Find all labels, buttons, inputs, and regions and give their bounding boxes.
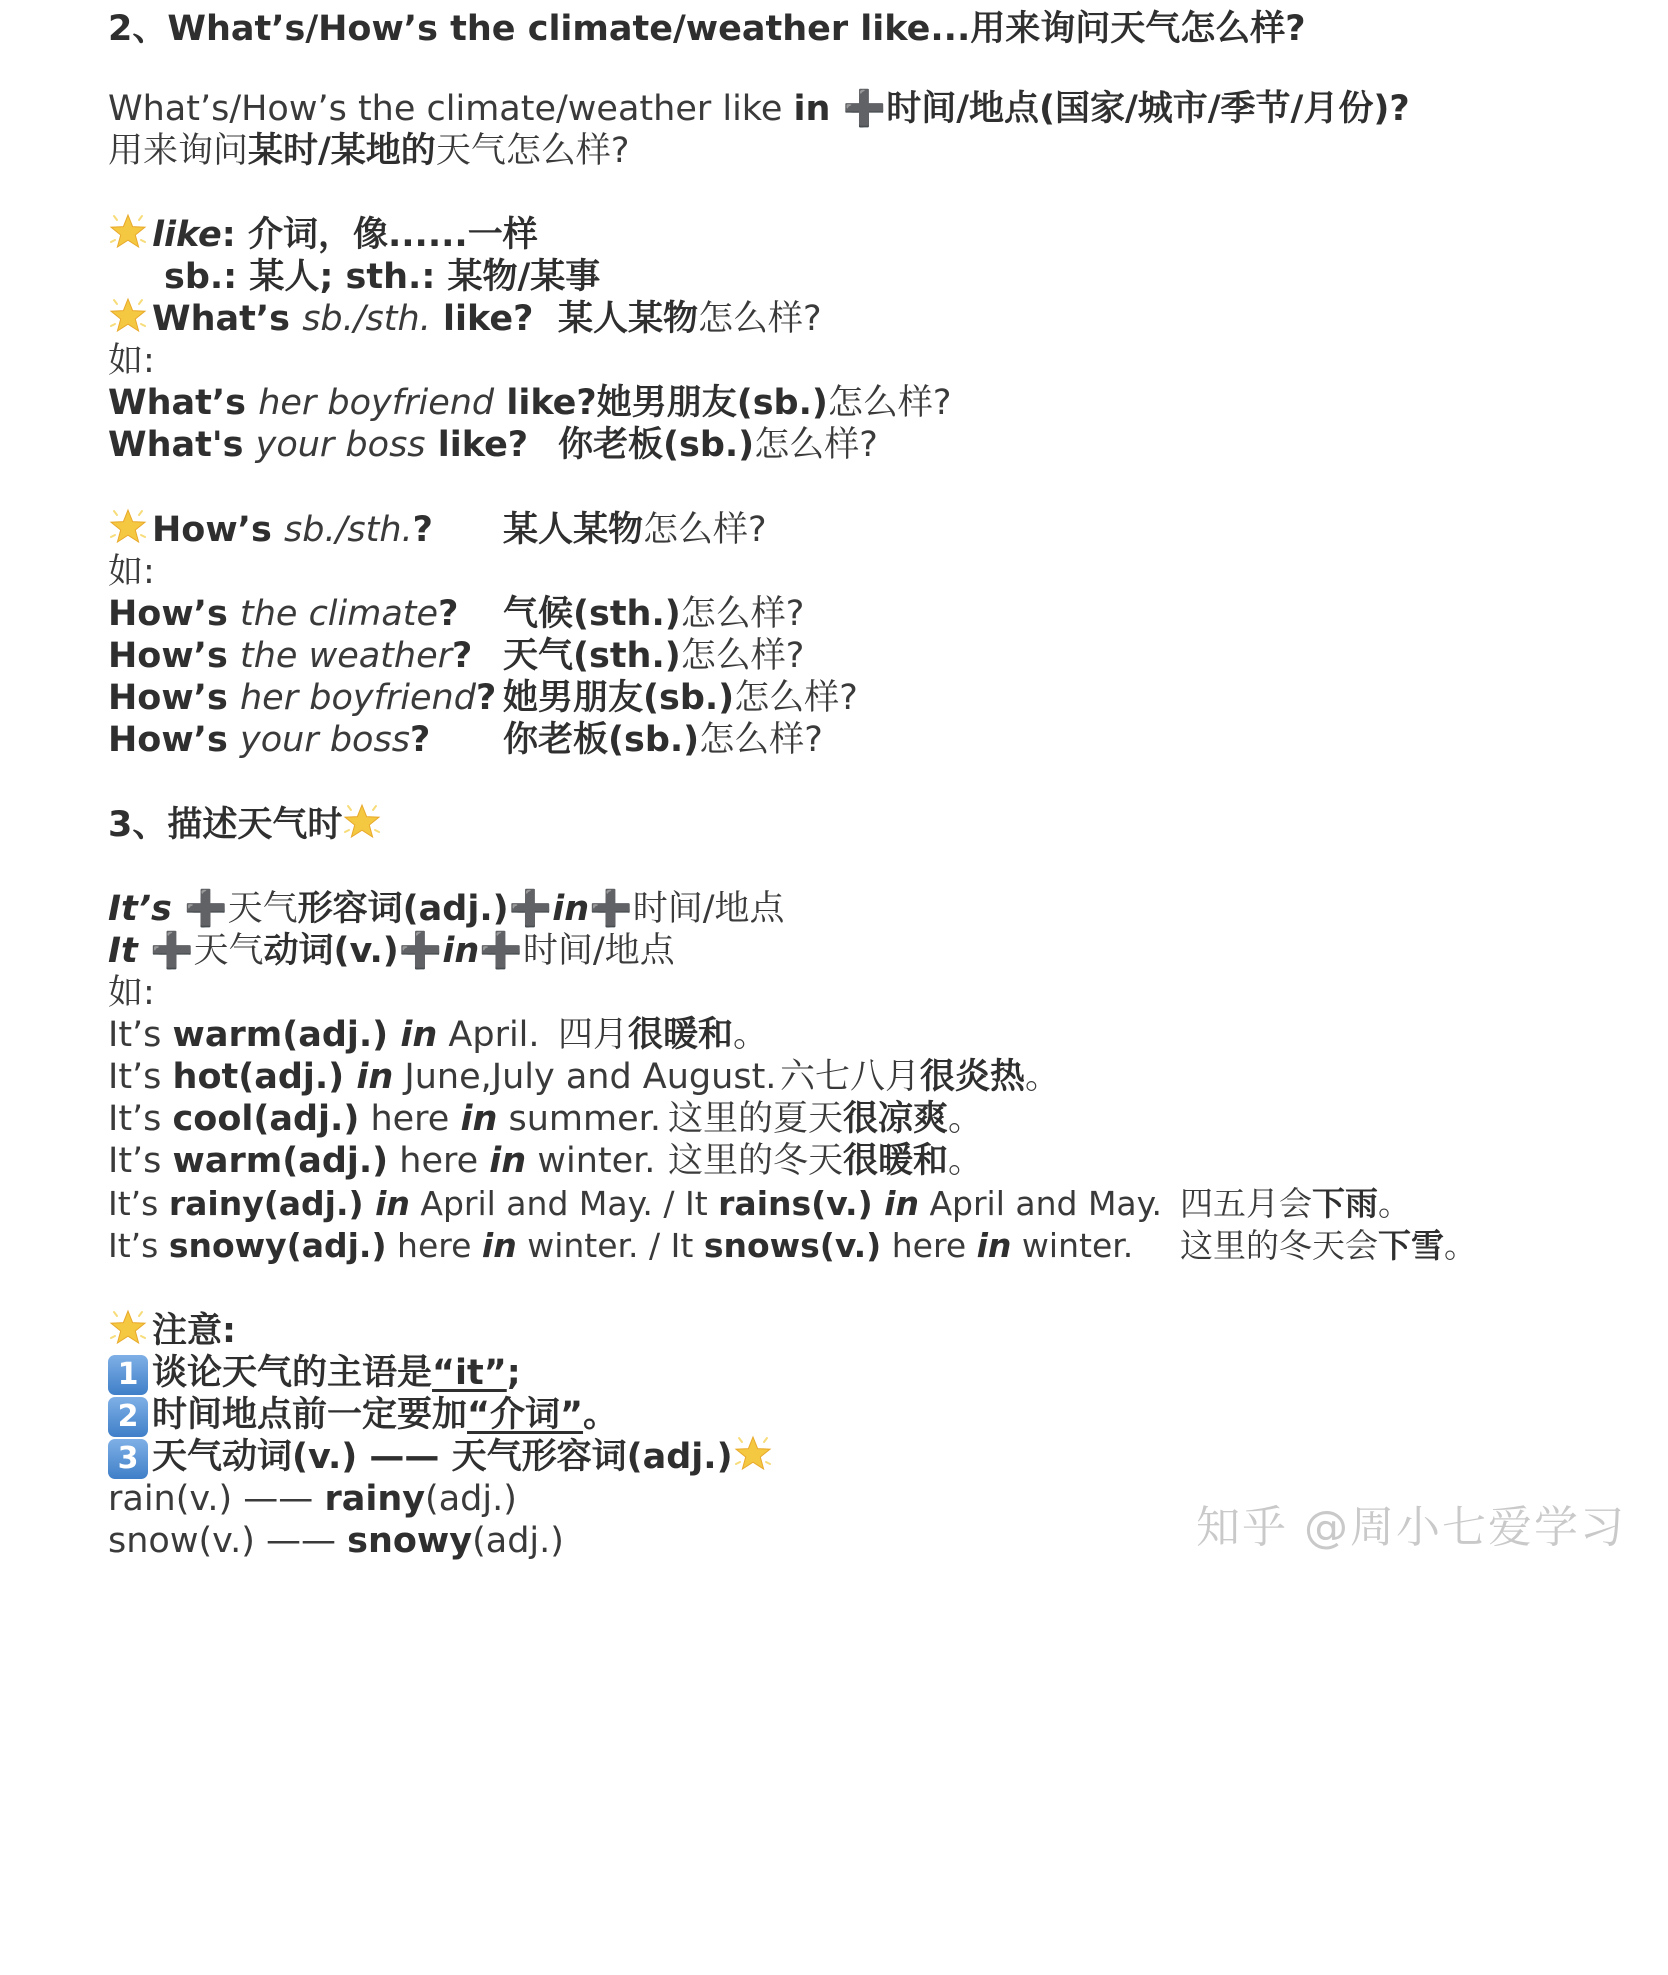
n2-b: “介词” xyxy=(467,1395,584,1435)
section-3-title: 3、描述天气时 xyxy=(108,805,343,845)
e2-c: June,July and August. xyxy=(393,1057,777,1097)
plus-icon: ➕ xyxy=(137,931,194,971)
e1-a: It’s xyxy=(108,1015,173,1055)
section-2-heading: 2、What’s/How’s the climate/weather like...用来询问天气怎么样? xyxy=(108,9,1306,49)
h4-cn-a: 你老板(sb.) xyxy=(503,720,700,760)
whats-cn-b: 怎么样? xyxy=(698,299,822,339)
e6-cn-c: 。 xyxy=(1444,1226,1477,1265)
snow-pair xyxy=(108,1516,564,1566)
h2-a: How’s xyxy=(108,636,240,676)
sb-sth-definition: sb.: 某人; sth.: 某物/某事 xyxy=(164,257,601,297)
like-word: like xyxy=(152,215,222,255)
f1-its: It’s xyxy=(108,889,172,929)
n2-a: 时间地点前一定要加 xyxy=(152,1395,468,1435)
e4-cn-b: 很暖和 xyxy=(843,1141,949,1181)
e6-b: snowy(adj.) xyxy=(168,1226,387,1265)
r2-c: (adj.) xyxy=(472,1521,564,1561)
star-icon xyxy=(108,212,148,252)
e4-in: in xyxy=(489,1141,527,1181)
weather-example-6 xyxy=(108,1221,1477,1271)
e5-e: April and May. xyxy=(918,1184,1162,1223)
r1-a: rain(v.) —— xyxy=(108,1479,325,1519)
e5-d: rains(v.) xyxy=(718,1184,873,1223)
e6-e: snows(v.) xyxy=(703,1226,882,1265)
f1-e: 时间/地点 xyxy=(632,889,785,929)
pattern-text: What’s/How’s the climate/weather like xyxy=(108,89,794,129)
n1-b: “it” xyxy=(432,1353,507,1393)
f2-it: It xyxy=(108,931,138,971)
star-icon xyxy=(108,1308,148,1348)
hows-a: How’s xyxy=(152,510,284,550)
keycap-1-icon: 1 xyxy=(108,1355,148,1395)
ex1-c: like? xyxy=(494,383,597,423)
h4-c: ? xyxy=(409,720,431,760)
e1-cn-c: 。 xyxy=(733,1015,769,1055)
e5-in2: in xyxy=(872,1184,919,1223)
h1-b: the climate xyxy=(240,594,439,634)
e2-cn-c: 。 xyxy=(1025,1057,1061,1097)
note-title-text: 注意: xyxy=(152,1311,236,1351)
example-label: 如: xyxy=(108,552,155,592)
h4-cn-b: 怎么样? xyxy=(699,720,823,760)
e5-a: It’s xyxy=(108,1184,169,1223)
e6-a: It’s xyxy=(108,1226,169,1265)
e5-cn-c: 。 xyxy=(1378,1184,1411,1223)
e3-cn-a: 这里的夏天 xyxy=(668,1099,844,1139)
r1-c: (adj.) xyxy=(425,1479,517,1519)
e2-cn-a: 六七八月 xyxy=(780,1057,921,1097)
h2-b: the weather xyxy=(240,636,452,676)
example-label: 如: xyxy=(108,973,155,1013)
whats-cn-a: 某人某物 xyxy=(558,299,699,339)
whats-cn xyxy=(558,294,822,344)
e3-cn-b: 很凉爽 xyxy=(843,1099,949,1139)
e5-cn-b: 下雨 xyxy=(1312,1184,1378,1223)
example-label: 如: xyxy=(108,341,155,381)
h2-cn-a: 天气(sth.) xyxy=(503,636,681,676)
ex2-cn-a: 你老板(sb.) xyxy=(558,425,755,465)
keycap-3-icon: 3 xyxy=(108,1439,148,1479)
whats-c: like? xyxy=(430,299,534,339)
pattern-desc xyxy=(108,126,629,176)
e2-in: in xyxy=(344,1057,394,1097)
h3-cn-a: 她男朋友(sb.) xyxy=(503,678,735,718)
f2-e: 时间/地点 xyxy=(522,931,675,971)
e3-c: here xyxy=(359,1099,461,1139)
h1-a: How’s xyxy=(108,594,240,634)
hows-cn-a: 某人某物 xyxy=(503,510,644,550)
ex1-cn-b: 怎么样? xyxy=(827,383,952,423)
e6-in2: in xyxy=(976,1226,1012,1265)
e6-g: winter. xyxy=(1011,1226,1134,1265)
h1-c: ? xyxy=(438,594,459,634)
e5-c: April and May. / It xyxy=(409,1184,719,1223)
whats-example-2 xyxy=(108,420,878,470)
watermark: 知乎 @周小七爱学习 xyxy=(1196,1502,1626,1553)
h3-cn-b: 怎么样? xyxy=(734,678,858,718)
h1-cn-b: 怎么样? xyxy=(680,594,805,634)
e6-d: winter. / It xyxy=(516,1226,704,1265)
e5-cn-a: 四五月会 xyxy=(1180,1184,1312,1223)
h2-c: ? xyxy=(452,636,473,676)
formula-verb xyxy=(108,926,675,976)
n1-a: 谈论天气的主语是 xyxy=(152,1353,433,1393)
e6-cn xyxy=(1180,1221,1477,1271)
whats-pattern xyxy=(108,294,822,344)
e5-b: rainy(adj.) xyxy=(168,1184,364,1223)
plus-icon: ➕ xyxy=(398,931,443,971)
desc-text: 用来询问 xyxy=(108,131,249,171)
ex2-a: What's xyxy=(108,425,256,465)
e4-d: winter. xyxy=(526,1141,656,1181)
h3-c: ? xyxy=(475,678,497,718)
f2-in: in xyxy=(442,931,480,971)
plus-icon: ➕ xyxy=(479,931,523,971)
hows-cn xyxy=(503,505,767,555)
plus-icon: ➕ xyxy=(589,889,633,929)
ex2-b: your boss xyxy=(255,425,426,465)
plus-icon: ➕ xyxy=(830,89,887,129)
ex1-b: her boyfriend xyxy=(258,383,495,423)
e3-d: summer. xyxy=(497,1099,661,1139)
h4-a: How’s xyxy=(108,720,240,760)
h1-cn-a: 气候(sth.) xyxy=(503,594,681,634)
hows-cn-b: 怎么样? xyxy=(643,510,767,550)
f2-a: 天气 xyxy=(193,931,264,971)
e1-cn-b: 很暖和 xyxy=(628,1015,734,1055)
h3-a: How’s xyxy=(108,678,240,718)
hows-c: ? xyxy=(412,510,433,550)
ex1-cn-a: 她男朋友(sb.) xyxy=(596,383,828,423)
e3-a: It’s xyxy=(108,1099,173,1139)
hows-example-4 xyxy=(108,715,823,765)
n3-a: 天气动词(v.) —— 天气形容词(adj.) xyxy=(152,1437,733,1477)
r1-b: rainy xyxy=(324,1479,426,1519)
desc-text-end: 天气怎么样? xyxy=(435,131,630,171)
e4-cn-c: 。 xyxy=(948,1141,984,1181)
pattern-time-place: 时间/地点(国家/城市/季节/月份)? xyxy=(886,89,1410,129)
e1-b: warm(adj.) xyxy=(172,1015,389,1055)
e6-cn-a: 这里的冬天会 xyxy=(1180,1226,1378,1265)
whats-a: What’s xyxy=(152,299,303,339)
h4-b: your boss xyxy=(240,720,410,760)
section-3-heading xyxy=(108,800,386,850)
e1-c: April. xyxy=(437,1015,540,1055)
e2-cn-b: 很炎热 xyxy=(920,1057,1026,1097)
e4-a: It’s xyxy=(108,1141,173,1181)
e6-cn-b: 下雪 xyxy=(1378,1226,1444,1265)
like-def: : 介词，像......一样 xyxy=(221,215,538,255)
ex1-a: What’s xyxy=(108,383,259,423)
f2-b: 动词(v.) xyxy=(263,931,399,971)
e3-in: in xyxy=(460,1099,498,1139)
n2-c: 。 xyxy=(583,1395,619,1435)
f1-b: 形容词(adj.) xyxy=(297,889,509,929)
e6-in: in xyxy=(481,1226,517,1265)
f1-in: in xyxy=(552,889,590,929)
hows-pattern xyxy=(108,505,767,555)
e6-f: here xyxy=(881,1226,977,1265)
star-icon xyxy=(733,1434,773,1474)
e1-in: in xyxy=(388,1015,438,1055)
r2-a: snow(v.) —— xyxy=(108,1521,348,1561)
e5-in: in xyxy=(363,1184,410,1223)
e6-c: here xyxy=(386,1226,482,1265)
e3-cn-c: 。 xyxy=(948,1099,984,1139)
star-icon xyxy=(108,296,148,336)
r2-b: snowy xyxy=(347,1521,473,1561)
desc-bold: 某时/某地的 xyxy=(248,131,436,171)
h3-b: her boyfriend xyxy=(240,678,476,718)
e4-b: warm(adj.) xyxy=(172,1141,389,1181)
star-icon xyxy=(342,802,382,842)
whats-b: sb./sth. xyxy=(302,299,431,339)
e3-b: cool(adj.) xyxy=(172,1099,360,1139)
ex2-cn-b: 怎么样? xyxy=(754,425,878,465)
h2-cn-b: 怎么样? xyxy=(680,636,805,676)
ex2-c: like? xyxy=(425,425,529,465)
e4-cn-a: 这里的冬天 xyxy=(668,1141,844,1181)
e2-b: hot(adj.) xyxy=(172,1057,345,1097)
f1-a: 天气 xyxy=(227,889,298,929)
e2-a: It’s xyxy=(108,1057,173,1097)
e4-c: here xyxy=(388,1141,490,1181)
plus-icon: ➕ xyxy=(508,889,553,929)
pattern-in: in xyxy=(793,89,831,129)
plus-icon: ➕ xyxy=(171,889,228,929)
h4-cn xyxy=(503,715,823,765)
star-icon xyxy=(108,507,148,547)
hows-b: sb./sth. xyxy=(284,510,413,550)
n1-c: ; xyxy=(506,1353,521,1393)
keycap-2-icon: 2 xyxy=(108,1397,148,1437)
e1-cn-a: 四月 xyxy=(558,1015,629,1055)
ex2-cn xyxy=(558,420,878,470)
